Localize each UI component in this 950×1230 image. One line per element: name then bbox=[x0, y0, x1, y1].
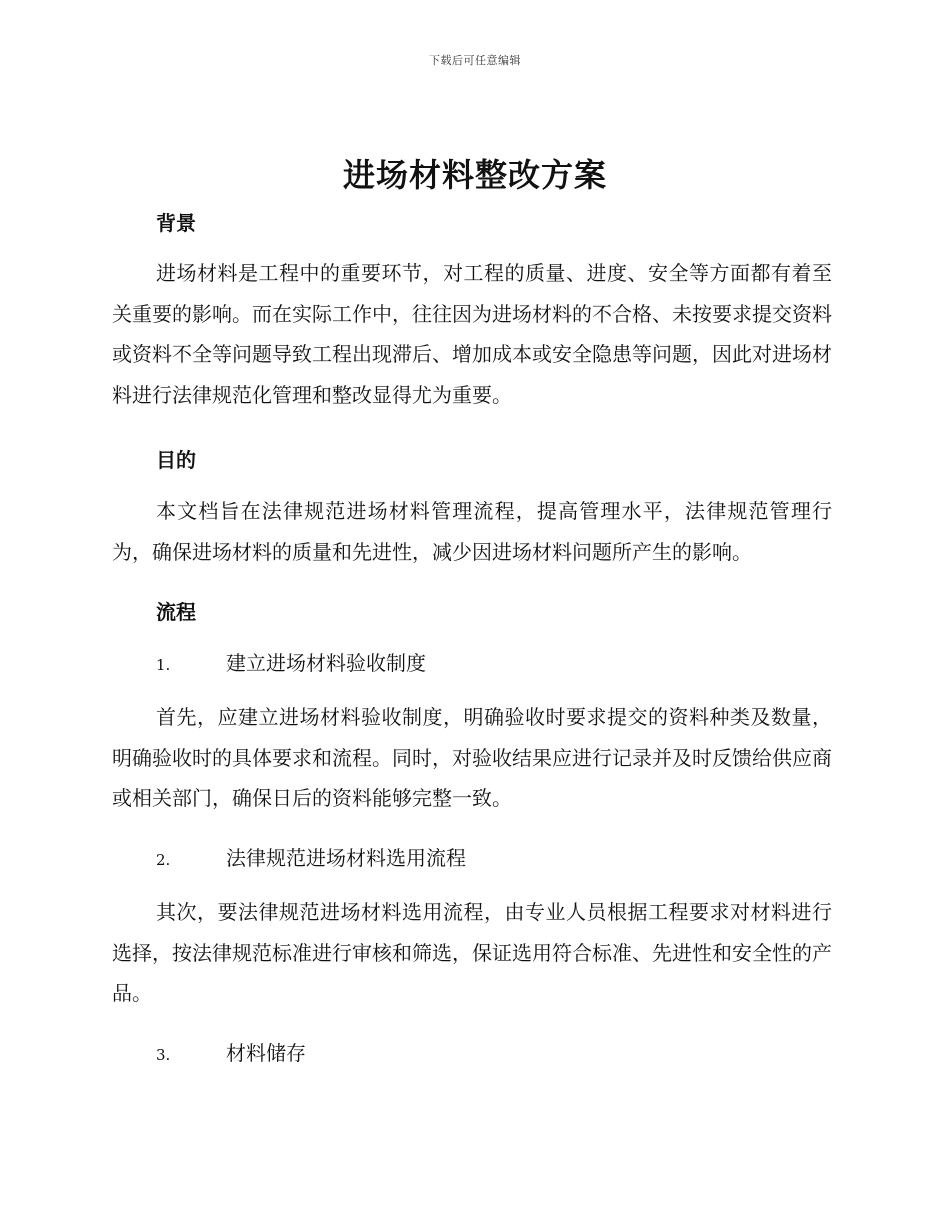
list-number: 1. bbox=[156, 656, 171, 674]
page-header-note: 下载后可任意编辑 bbox=[429, 54, 521, 67]
paragraph-process-1: 首先，应建立进场材料验收制度，明确验收时要求提交的资料种类及数量，明确验收时的具体要求和流程。同时，对验收结果应进行记录并及时反馈给供应商或相关部门，确保日后的资料能够完整一致。 bbox=[112, 705, 832, 810]
list-item-2 bbox=[156, 844, 466, 874]
paragraph-background: 进场材料是工程中的重要环节，对工程的质量、进度、安全等方面都有着至关重要的影响。而在实际工作中，往往因为进场材料的不合格、未按要求提交资料或资料不全等问题导致工程出现滞后、增加成本或安全隐患等问题，因此对进场材料进行法律规范化管理和整改显得尤为重要。 bbox=[112, 261, 832, 407]
list-number: 2. bbox=[156, 851, 171, 869]
list-number: 3. bbox=[156, 1046, 171, 1064]
list-item-1 bbox=[156, 649, 426, 679]
list-item-title: 材料储存 bbox=[226, 1041, 306, 1065]
list-item-title: 建立进场材料验收制度 bbox=[226, 651, 426, 675]
document-title: 进场材料整改方案 bbox=[342, 156, 607, 194]
paragraph-purpose: 本文档旨在法律规范进场材料管理流程，提高管理水平，法律规范管理行为，确保进场材料的质量和先进性，减少因进场材料问题所产生的影响。 bbox=[112, 499, 832, 564]
list-item-3 bbox=[156, 1039, 306, 1069]
section-heading-process: 流程 bbox=[156, 600, 196, 624]
section-heading-purpose: 目的 bbox=[156, 448, 196, 472]
paragraph-process-2: 其次，要法律规范进场材料选用流程，由专业人员根据工程要求对材料进行选择，按法律规范标准进行审核和筛选，保证选用符合标准、先进性和安全性的产品。 bbox=[112, 900, 832, 1005]
list-item-title: 法律规范进场材料选用流程 bbox=[226, 846, 466, 870]
section-heading-background: 背景 bbox=[156, 211, 196, 235]
